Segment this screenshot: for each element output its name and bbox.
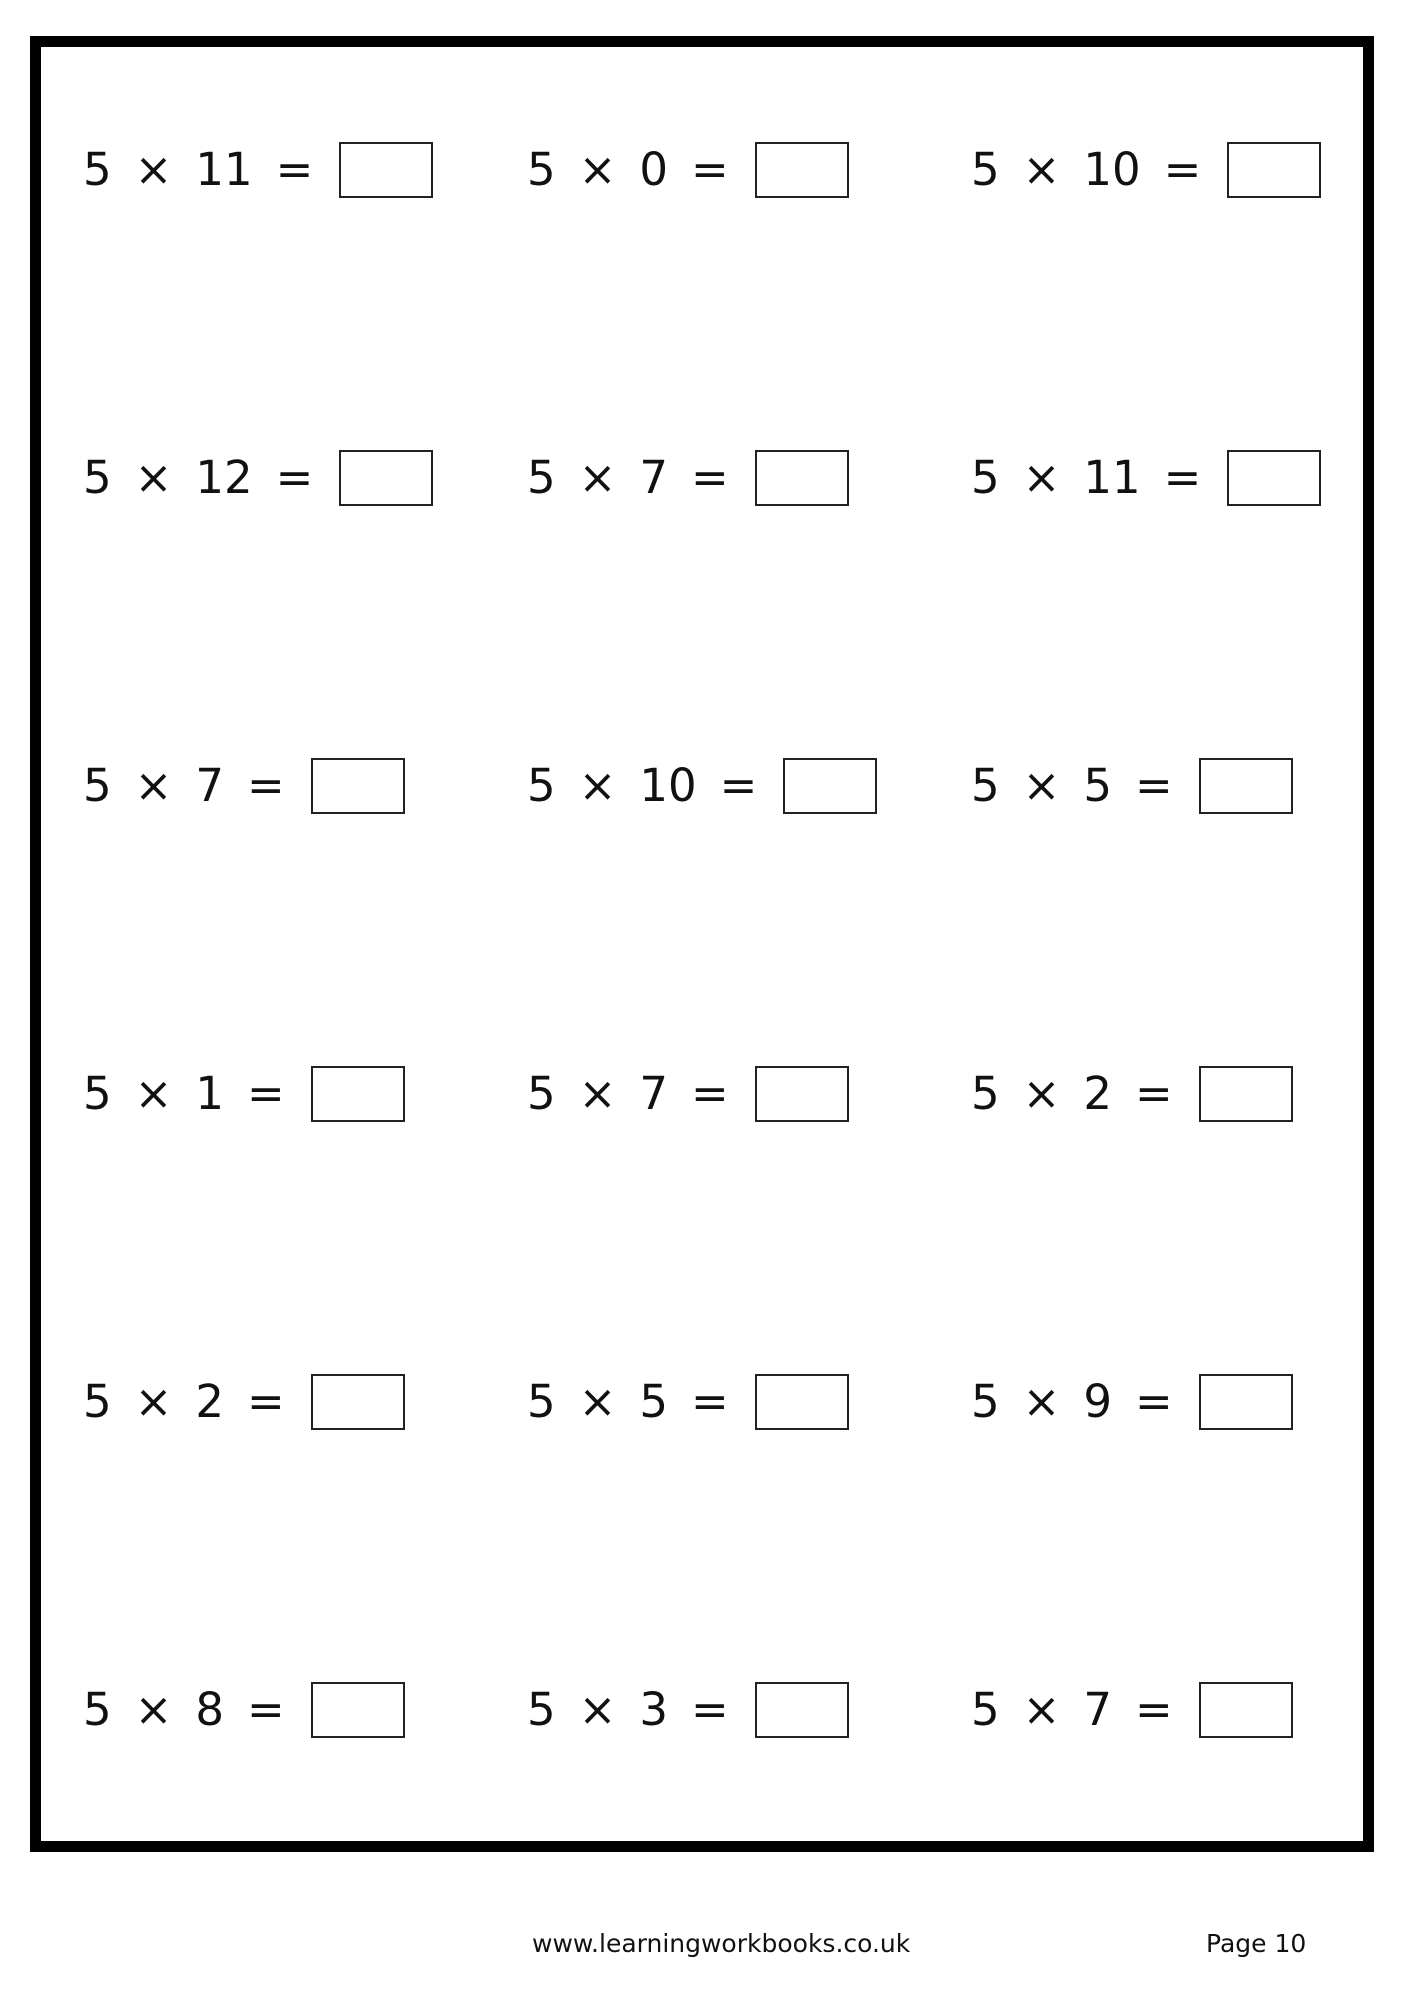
problem-operand-a: 5: [971, 451, 1000, 504]
multiply-sign: ×: [578, 1375, 617, 1428]
equals-sign: =: [691, 1375, 729, 1428]
problem-operand-b: 11: [1083, 451, 1141, 504]
multiply-sign: ×: [1022, 1683, 1061, 1736]
problem-operand-a: 5: [527, 1375, 556, 1428]
equals-sign: =: [1135, 1375, 1173, 1428]
equals-sign: =: [247, 1375, 285, 1428]
problem-operand-a: 5: [971, 1683, 1000, 1736]
answer-box[interactable]: [1199, 1682, 1293, 1738]
answer-box[interactable]: [311, 1374, 405, 1430]
problem-operand-b: 7: [195, 759, 224, 812]
multiply-sign: ×: [1022, 451, 1061, 504]
answer-box[interactable]: [783, 758, 877, 814]
answer-box[interactable]: [1199, 758, 1293, 814]
multiply-sign: ×: [1022, 759, 1061, 812]
multiply-sign: ×: [134, 143, 173, 196]
answer-box[interactable]: [339, 450, 433, 506]
multiply-sign: ×: [134, 1067, 173, 1120]
equals-sign: =: [691, 143, 729, 196]
footer-url: www.learningworkbooks.co.uk: [532, 1929, 911, 1958]
answer-box[interactable]: [311, 758, 405, 814]
problem-13: [83, 1372, 405, 1432]
problem-operand-a: 5: [83, 1683, 112, 1736]
problem-operand-a: 5: [527, 1683, 556, 1736]
multiply-sign: ×: [578, 1683, 617, 1736]
equals-sign: =: [247, 1067, 285, 1120]
problem-operand-b: 5: [1083, 759, 1112, 812]
problem-operand-a: 5: [971, 1375, 1000, 1428]
problem-operand-a: 5: [971, 759, 1000, 812]
problem-operand-b: 12: [195, 451, 253, 504]
answer-box[interactable]: [755, 1682, 849, 1738]
problem-operand-a: 5: [527, 143, 556, 196]
equals-sign: =: [247, 1683, 285, 1736]
problem-operand-b: 7: [639, 1067, 668, 1120]
answer-box[interactable]: [1227, 450, 1321, 506]
answer-box[interactable]: [755, 450, 849, 506]
problem-9: [971, 756, 1293, 816]
problem-operand-b: 10: [639, 759, 697, 812]
problem-operand-a: 5: [527, 759, 556, 812]
problem-7: [83, 756, 405, 816]
problem-operand-b: 0: [639, 143, 668, 196]
problem-operand-b: 10: [1083, 143, 1141, 196]
page-number: Page 10: [1206, 1929, 1307, 1958]
multiply-sign: ×: [578, 1067, 617, 1120]
multiply-sign: ×: [134, 1683, 173, 1736]
problem-operand-a: 5: [527, 1067, 556, 1120]
multiply-sign: ×: [578, 143, 617, 196]
answer-box[interactable]: [755, 142, 849, 198]
equals-sign: =: [719, 759, 758, 812]
problem-10: [83, 1064, 405, 1124]
problem-operand-a: 5: [527, 451, 556, 504]
problem-3: [971, 140, 1321, 200]
multiply-sign: ×: [1022, 1067, 1061, 1120]
equals-sign: =: [1135, 759, 1173, 812]
problem-1: [83, 140, 433, 200]
answer-box[interactable]: [1199, 1066, 1293, 1122]
problem-5: [527, 448, 849, 508]
problem-8: [527, 756, 877, 816]
problem-operand-a: 5: [83, 1067, 112, 1120]
equals-sign: =: [1163, 451, 1202, 504]
equals-sign: =: [275, 451, 314, 504]
equals-sign: =: [1135, 1067, 1173, 1120]
multiply-sign: ×: [134, 451, 173, 504]
problem-operand-b: 9: [1083, 1375, 1112, 1428]
multiply-sign: ×: [1022, 1375, 1061, 1428]
multiply-sign: ×: [578, 451, 617, 504]
multiply-sign: ×: [1022, 143, 1061, 196]
problem-operand-a: 5: [83, 143, 112, 196]
problem-14: [527, 1372, 849, 1432]
answer-box[interactable]: [755, 1066, 849, 1122]
problem-operand-b: 1: [195, 1067, 224, 1120]
answer-box[interactable]: [1227, 142, 1321, 198]
problem-operand-a: 5: [83, 451, 112, 504]
problem-16: [83, 1680, 405, 1740]
problem-4: [83, 448, 433, 508]
equals-sign: =: [691, 1683, 729, 1736]
equals-sign: =: [691, 1067, 729, 1120]
problem-12: [971, 1064, 1293, 1124]
problem-6: [971, 448, 1321, 508]
problem-operand-b: 5: [639, 1375, 668, 1428]
equals-sign: =: [247, 759, 285, 812]
problem-operand-a: 5: [971, 143, 1000, 196]
problem-operand-a: 5: [83, 759, 112, 812]
problem-operand-b: 11: [195, 143, 253, 196]
problem-17: [527, 1680, 849, 1740]
problem-11: [527, 1064, 849, 1124]
answer-box[interactable]: [339, 142, 433, 198]
multiply-sign: ×: [134, 759, 173, 812]
problem-operand-b: 2: [195, 1375, 224, 1428]
problem-2: [527, 140, 849, 200]
problem-18: [971, 1680, 1293, 1740]
problem-operand-b: 7: [639, 451, 668, 504]
problem-operand-b: 7: [1083, 1683, 1112, 1736]
answer-box[interactable]: [755, 1374, 849, 1430]
multiply-sign: ×: [578, 759, 617, 812]
problem-operand-b: 3: [639, 1683, 668, 1736]
equals-sign: =: [1163, 143, 1202, 196]
equals-sign: =: [691, 451, 729, 504]
problem-15: [971, 1372, 1293, 1432]
problem-operand-b: 2: [1083, 1067, 1112, 1120]
equals-sign: =: [275, 143, 314, 196]
problem-operand-a: 5: [971, 1067, 1000, 1120]
multiply-sign: ×: [134, 1375, 173, 1428]
problem-operand-b: 8: [195, 1683, 224, 1736]
answer-box[interactable]: [311, 1066, 405, 1122]
problem-operand-a: 5: [83, 1375, 112, 1428]
answer-box[interactable]: [1199, 1374, 1293, 1430]
answer-box[interactable]: [311, 1682, 405, 1738]
worksheet-frame: [30, 36, 1374, 1852]
equals-sign: =: [1135, 1683, 1173, 1736]
